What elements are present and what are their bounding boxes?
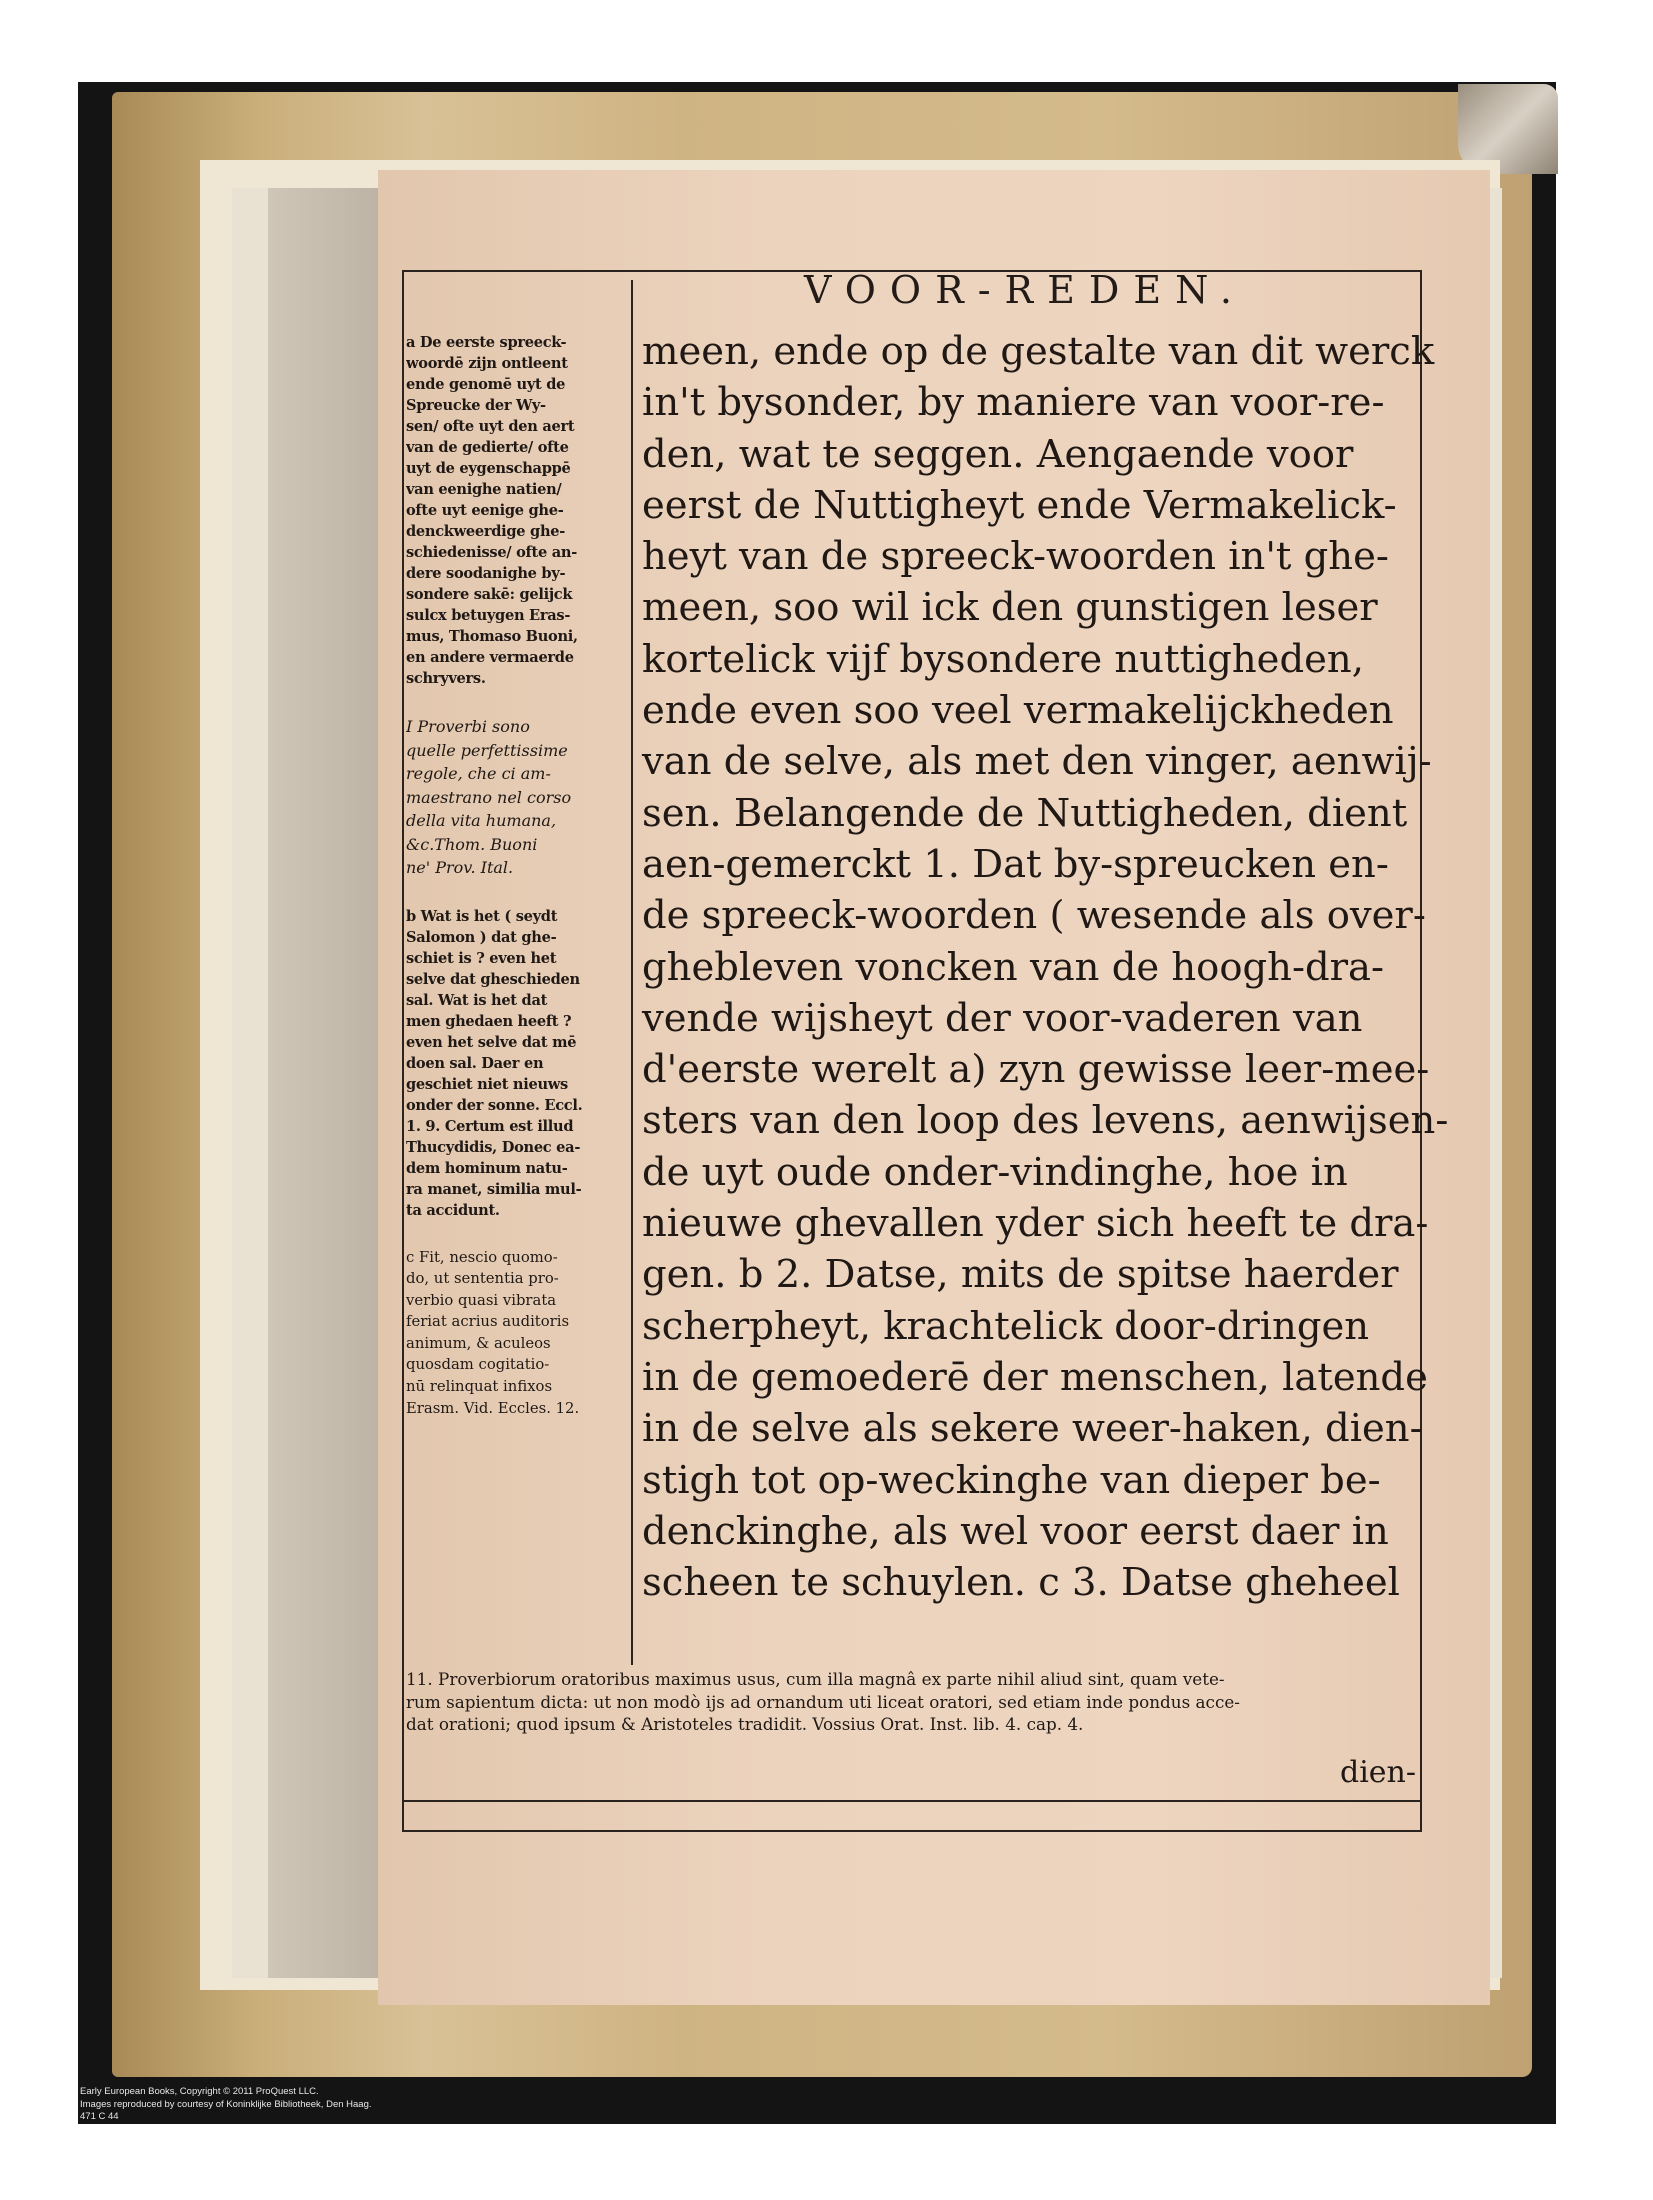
note-line: dem hominum natu- bbox=[406, 1159, 568, 1177]
note-line: c Fit, nescio quomo- bbox=[406, 1248, 558, 1266]
credit-line: 471 C 44 bbox=[80, 2111, 119, 2123]
text-line: d'eerste werelt a) zyn gewisse leer-mee- bbox=[642, 1047, 1430, 1093]
note-line: animum, & aculeos bbox=[406, 1334, 551, 1352]
text-line: in't bysonder, by maniere van voor-re- bbox=[642, 380, 1385, 426]
note-line: schiet is ? even het bbox=[406, 949, 557, 967]
marginal-notes bbox=[406, 332, 628, 1419]
running-head: VOOR-REDEN. bbox=[804, 268, 1246, 312]
note-line: selve dat gheschieden bbox=[406, 970, 580, 988]
note-line: sondere sakē: gelijck bbox=[406, 586, 573, 603]
credit-line: Early European Books, Copyright © 2011 ProQuest LLC. bbox=[80, 2086, 319, 2097]
note-line: regole, che ci am- bbox=[406, 764, 551, 783]
note-a bbox=[406, 332, 628, 689]
text-line: meen, ende op de gestalte van dit werck bbox=[642, 329, 1435, 374]
note-line: ofte uyt eenige ghe- bbox=[406, 502, 564, 519]
text-line: ende even soo veel vermakelijckheden bbox=[642, 688, 1394, 734]
note-line: quelle perfettissime bbox=[406, 740, 568, 760]
note-line: ne' Prov. Ital. bbox=[406, 858, 514, 877]
note-line: verbio quasi vibrata bbox=[406, 1291, 557, 1309]
bottom-rule bbox=[402, 1800, 1420, 1802]
note-b bbox=[406, 906, 628, 1221]
catchword: dien- bbox=[1340, 1755, 1417, 1790]
note-line: ende genomē uyt de bbox=[406, 376, 566, 393]
text-line: eerst de Nuttigheyt ende Vermakelick- bbox=[642, 482, 1397, 528]
note-line: denckweerdige ghe- bbox=[406, 523, 565, 540]
credit-line: Images reproduced by courtesy of Koninklijke Bibliotheek, Den Haag. bbox=[80, 2098, 372, 2110]
text-line: in de gemoederē der menschen, latende bbox=[642, 1354, 1428, 1400]
note-line: ra manet, similia mul- bbox=[406, 1180, 582, 1198]
note-line: Salomon ) dat ghe- bbox=[406, 928, 557, 946]
text-line: van de selve, als met den vinger, aenwij- bbox=[642, 739, 1432, 785]
footnote-line: dat orationi; quod ipsum & Aristoteles tradidit. Vossius Orat. Inst. lib. 4. cap. 4. bbox=[406, 1714, 1084, 1735]
note-line: men ghedaen heeft ? bbox=[406, 1012, 572, 1030]
note-line: sal. Wat is het dat bbox=[406, 991, 548, 1009]
note-line: &c.Thom. Buoni bbox=[406, 834, 538, 854]
note-line: woordē zijn ontleent bbox=[406, 355, 568, 372]
note-line: 1. 9. Certum est illud bbox=[406, 1117, 574, 1135]
note-line: della vita humana, bbox=[406, 811, 557, 830]
text-line: scheen te schuylen. c 3. Datse gheheel bbox=[642, 1560, 1400, 1606]
text-line: ghebleven voncken van de hoogh-dra- bbox=[642, 944, 1384, 990]
column-rule bbox=[631, 280, 633, 1665]
text-line: nieuwe ghevallen yder sich heeft te dra- bbox=[642, 1201, 1429, 1247]
credit-text bbox=[80, 2086, 780, 2124]
note-line: maestrano nel corso bbox=[406, 787, 572, 807]
note-line: onder der sonne. Eccl. bbox=[406, 1096, 583, 1114]
note-line: uyt de eygenschappē bbox=[406, 460, 571, 477]
main-text bbox=[642, 326, 1449, 1608]
note-line: en andere vermaerde bbox=[406, 649, 574, 666]
note-line: I Proverbi sono bbox=[406, 717, 530, 736]
note-line: geschiet niet nieuws bbox=[406, 1075, 568, 1093]
text-line: stigh tot op-weckinghe van dieper be- bbox=[642, 1457, 1381, 1503]
text-line: kortelick vijf bysondere nuttigheden, bbox=[642, 636, 1364, 682]
note-line: Thucydidis, Donec ea- bbox=[406, 1138, 581, 1156]
note-italian bbox=[406, 715, 628, 880]
note-line: mus, Thomaso Buoni, bbox=[406, 628, 578, 645]
note-line: Erasm. Vid. Eccles. 12. bbox=[406, 1399, 580, 1417]
note-line: even het selve dat mē bbox=[406, 1033, 577, 1051]
text-line: den, wat te seggen. Aengaende voor bbox=[642, 431, 1354, 477]
text-line: gen. b 2. Datse, mits de spitse haerder bbox=[642, 1252, 1399, 1298]
note-c bbox=[406, 1247, 628, 1420]
footnote bbox=[406, 1668, 1416, 1736]
note-line: schryvers. bbox=[406, 670, 486, 687]
note-line: quosdam cogitatio- bbox=[406, 1356, 550, 1374]
text-line: denckinghe, als wel voor eerst daer in bbox=[642, 1508, 1389, 1554]
text-line: in de selve als sekere weer-haken, dien- bbox=[642, 1406, 1423, 1452]
text-line: sen. Belangende de Nuttigheden, dient bbox=[642, 790, 1408, 836]
note-line: ta accidunt. bbox=[406, 1201, 500, 1219]
note-line: dere soodanighe by- bbox=[406, 565, 566, 582]
text-line: heyt van de spreeck-woorden in't ghe- bbox=[642, 534, 1389, 580]
text-line: meen, soo wil ick den gunstigen leser bbox=[642, 585, 1378, 631]
note-line: a De eerste spreeck- bbox=[406, 334, 567, 351]
text-line: scherpheyt, krachtelick door-dringen bbox=[642, 1303, 1370, 1349]
note-line: van eenighe natien/ bbox=[406, 481, 562, 498]
note-line: nū relinquat infixos bbox=[406, 1378, 553, 1396]
note-line: schiedenisse/ ofte an- bbox=[406, 544, 577, 561]
note-line: sulcx betuygen Eras- bbox=[406, 607, 571, 624]
text-line: aen-gemerckt 1. Dat by-spreucken en- bbox=[642, 841, 1389, 887]
text-line: de uyt oude onder-vindinghe, hoe in bbox=[642, 1149, 1348, 1195]
text-line: vende wijsheyt der voor-vaderen van bbox=[642, 995, 1363, 1041]
text-line: sters van den loop des levens, aenwijsen- bbox=[642, 1098, 1449, 1144]
footnote-line: rum sapientum dicta: ut non modò ijs ad ornandum uti liceat oratori, sed etiam inde pondus acce- bbox=[406, 1691, 1240, 1712]
note-line: doen sal. Daer en bbox=[406, 1054, 544, 1072]
binding-stub bbox=[268, 188, 378, 1978]
note-line: van de gedierte/ ofte bbox=[406, 439, 569, 456]
note-line: Spreucke der Wy- bbox=[406, 397, 546, 414]
text-line: de spreeck-woorden ( wesende als over- bbox=[642, 893, 1426, 939]
footnote-line: 11. Proverbiorum oratoribus maximus usus, cum illa magnâ ex parte nihil aliud sint, quam vete- bbox=[406, 1669, 1225, 1689]
note-line: feriat acrius auditoris bbox=[406, 1313, 570, 1331]
note-line: b Wat is het ( seydt bbox=[406, 907, 558, 925]
note-line: do, ut sententia pro- bbox=[406, 1270, 559, 1288]
note-line: sen/ ofte uyt den aert bbox=[406, 418, 575, 435]
